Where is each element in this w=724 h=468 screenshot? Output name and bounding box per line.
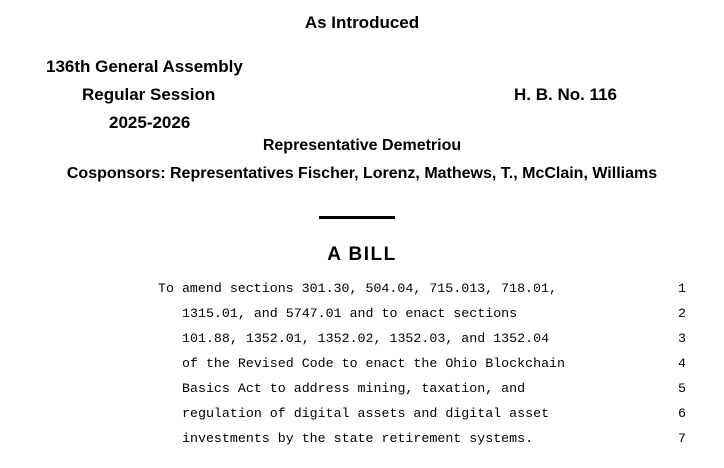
session-years: 2025-2026 xyxy=(109,113,191,132)
bill-line-text: regulation of digital assets and digital asset xyxy=(182,406,550,421)
line-number: 2 xyxy=(678,306,686,321)
line-number: 1 xyxy=(678,281,686,296)
line-number: 6 xyxy=(678,406,686,421)
bill-line xyxy=(0,431,724,456)
primary-sponsor: Representative Demetriou xyxy=(262,137,462,154)
bill-heading: A BILL xyxy=(327,244,397,265)
bill-line-text: of the Revised Code to enact the Ohio Blockchain xyxy=(182,356,566,371)
bill-line-text: To amend sections 301.30, 504.04, 715.013, 718.01, xyxy=(158,281,557,296)
bill-line xyxy=(0,331,724,356)
general-assembly: 136th General Assembly xyxy=(46,57,243,76)
bill-line-text: 101.88, 1352.01, 1352.02, 1352.03, and 1352.04 xyxy=(182,331,550,346)
line-number: 5 xyxy=(678,381,686,396)
line-number: 7 xyxy=(678,431,686,446)
bill-line xyxy=(0,306,724,331)
bill-line xyxy=(0,406,724,431)
bill-line xyxy=(0,356,724,381)
line-number: 4 xyxy=(678,356,686,371)
session-name: Regular Session xyxy=(82,85,216,104)
bill-line-text: Basics Act to address mining, taxation, and xyxy=(182,381,526,396)
bill-line-text: investments by the state retirement systems. xyxy=(182,431,534,446)
bill-line xyxy=(0,381,724,406)
line-number: 3 xyxy=(678,331,686,346)
divider xyxy=(319,216,395,219)
document-status: As Introduced xyxy=(304,13,420,32)
cosponsors: Cosponsors: Representatives Fischer, Lorenz, Mathews, T., McClain, Williams xyxy=(66,165,658,182)
bill-line-text: 1315.01, and 5747.01 and to enact sections xyxy=(182,306,518,321)
bill-number: H. B. No. 116 xyxy=(514,85,617,104)
bill-line xyxy=(0,281,724,306)
